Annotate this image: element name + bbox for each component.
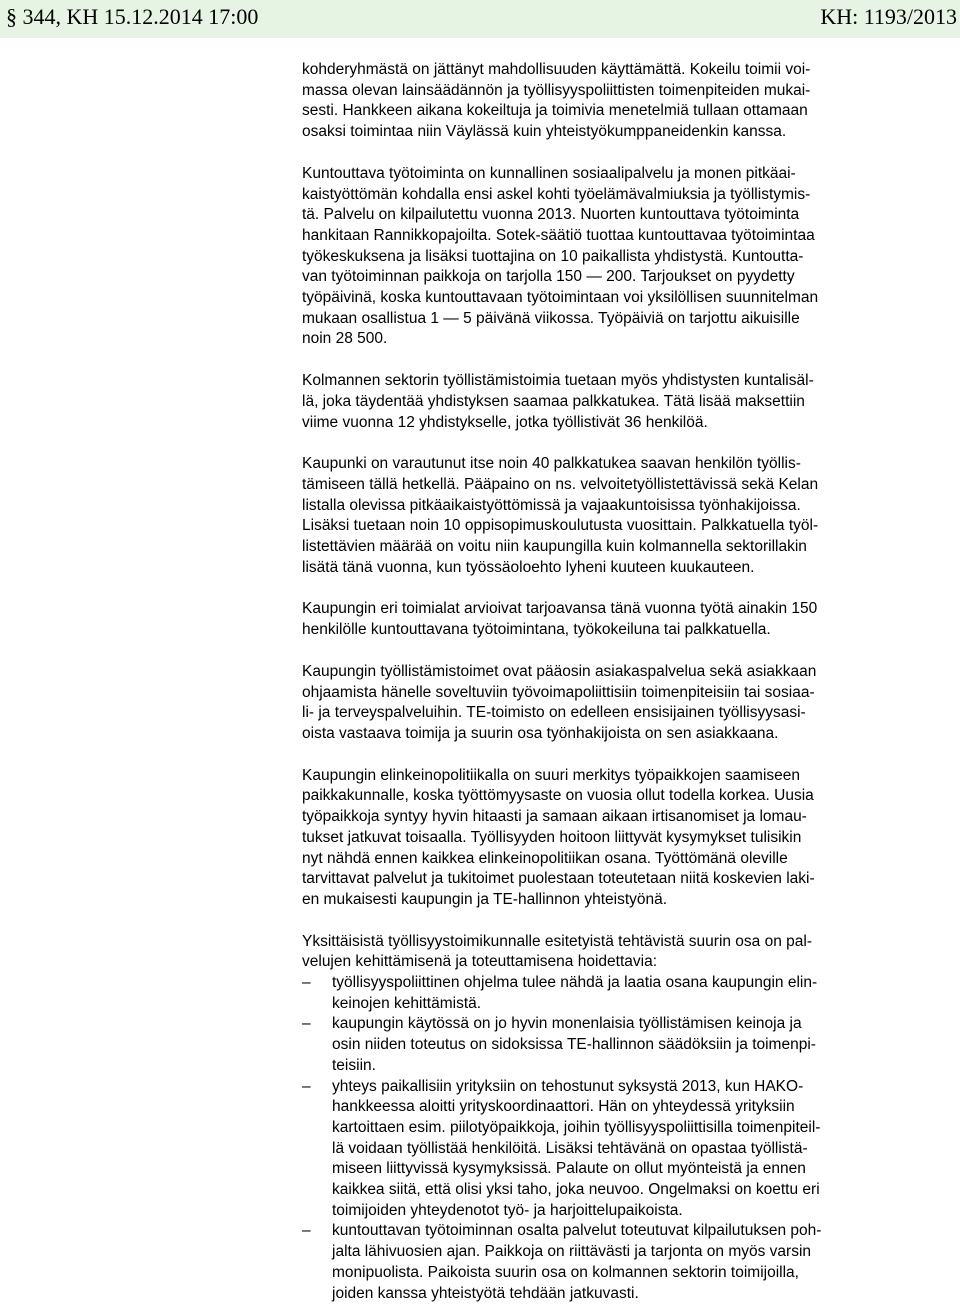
document-header <box>0 0 960 38</box>
paragraph <box>302 599 894 640</box>
list-item <box>302 1077 894 1222</box>
paragraph <box>302 164 894 350</box>
text-line: osaksi toimintaa niin Väylässä kuin yhteistyökumppaneidenkin kanssa. <box>302 123 787 141</box>
text-line: lä, joka täydentää yhdistyksen saamaa palkkatukea. Tätä lisää maksettiin <box>302 392 805 410</box>
text-line: Kaupungin elinkeinopolitiikalla on suuri merkitys työpaikkojen saamiseen <box>302 766 800 784</box>
paragraph <box>302 454 894 578</box>
list-item <box>302 1221 894 1304</box>
text-line: tukset jatkuvat toisaalla. Työllisyyden hoitoon liittyvät kysymykset tulisikin <box>302 828 802 846</box>
text-line: joiden kanssa yhteistyötä tehdään jatkuvasti. <box>332 1284 639 1302</box>
dash-bullet: – <box>302 974 311 992</box>
text-line: Kaupungin työllistämistoimet ovat pääosin asiakaspalvelua sekä asiakkaan <box>302 662 817 680</box>
text-line: lisätä tänä vuonna, kun työssäoloehto lyheni kuuteen kuukauteen. <box>302 558 755 576</box>
text-line: lä voidaan työllistää henkilöitä. Lisäksi tehtävänä on opastaa työllistä- <box>332 1139 808 1157</box>
text-line: kartoittaen esim. piilotyöpaikkoja, joihin työllisyyspoliittisilla toimenpiteil- <box>332 1118 821 1136</box>
text-line: kaupungin käytössä on jo hyvin monenlaisia työllistämisen keinoja ja <box>332 1015 802 1033</box>
text-line: viime vuonna 12 yhdistykselle, jotka työllistivät 36 henkilöä. <box>302 413 708 431</box>
text-line: työpaikkoja syntyy hyvin hitaasti ja samaan aikaan irtisanomiset ja lomau- <box>302 808 807 826</box>
document-body <box>302 60 894 1304</box>
text-line: oista vastaava toimija ja suurin osa työnhakijoista on sen asiakkaana. <box>302 724 779 742</box>
text-line: kaistyöttömän kohdalla ensi askel kohti työelämävalmiuksia ja työllistymis- <box>302 185 811 203</box>
paragraph-group <box>302 60 894 911</box>
text-line: monipuolista. Paikoista suurin osa on kolmannen sektorin toimijoilla, <box>332 1263 799 1281</box>
text-line: van työtoiminnan paikkoja on tarjolla 150 — 200. Tarjoukset on pyydetty <box>302 268 795 286</box>
task-list <box>302 973 894 1304</box>
text-line: Kaupunki on varautunut itse noin 40 palkkatukea saavan henkilön työllis- <box>302 455 801 473</box>
header-case-number: KH: 1193/2013 <box>820 4 957 29</box>
text-line: tämiseen tällä hetkellä. Pääpaino on ns. velvoitetyöllistettävissä sekä Kelan <box>302 475 819 493</box>
list-item <box>302 1014 894 1076</box>
text-line: listalla olevissa pitkäaikaistyöttömissä ja vajaakuntoisissa työnhakijoissa. <box>302 496 801 514</box>
text-line: ohjaamista hänelle soveltuviin työvoimapoliittisiin toimenpiteisiin tai sosiaa- <box>302 683 815 701</box>
text-line: Kolmannen sektorin työllistämistoimia tuetaan myös yhdistysten kuntalisäl- <box>302 372 814 390</box>
paragraph <box>302 371 894 433</box>
text-line: mukaan osallistua 1 — 5 päivänä viikossa. Työpäiviä on tarjottu aikuisille <box>302 309 800 327</box>
text-line: miseen liittyvissä kysymyksissä. Palaute on ollut myönteistä ja ennen <box>332 1160 806 1178</box>
dash-bullet: – <box>302 1077 311 1095</box>
header-section-reference: § 344, KH 15.12.2014 17:00 <box>6 4 259 29</box>
text-line: Yksittäisistä työllisyystoimikunnalle esitetyistä tehtävistä suurin osa on pal- <box>302 932 813 950</box>
text-line: paikkakunnalle, koska työttömyysaste on vuosia ollut todella korkea. Uusia <box>302 787 814 805</box>
list-item <box>302 973 894 1014</box>
text-line: sesti. Hankkeen aikana kokeiltuja ja toimivia menetelmiä tullaan ottamaan <box>302 102 808 120</box>
text-line: työllisyyspoliittinen ohjelma tulee nähdä ja laatia osana kaupungin elin- <box>332 974 818 992</box>
text-line: hankitaan Rannikkopajoilta. Sotek-säätiö tuottaa kuntouttavaa työtoimintaa <box>302 226 815 244</box>
text-line: tarvittavat palvelut ja tukitoimet puolestaan toteutetaan niitä koskevien laki- <box>302 870 815 888</box>
text-line: kohderyhmästä on jättänyt mahdollisuuden käyttämättä. Kokeilu toimii voi- <box>302 61 811 78</box>
list-introduction <box>302 932 894 973</box>
text-line: Kuntouttava työtoiminta on kunnallinen sosiaalipalvelu ja monen pitkäai- <box>302 164 796 182</box>
text-line: hankkeessa aloitti yrityskoordinaattori. Hän on yhteydessä yrityksiin <box>332 1098 795 1116</box>
text-line: yhteys paikallisiin yrityksiin on tehostunut syksystä 2013, kun HAKO- <box>332 1077 804 1095</box>
text-line: jalta lähivuosien ajan. Paikkoja on riittävästi ja tarjonta on myös varsin <box>332 1243 812 1261</box>
text-line: Lisäksi tuetaan noin 10 oppisopimuskoulutusta vuosittain. Palkkatuella työl- <box>302 517 819 535</box>
text-line: li- ja terveyspalveluihin. TE-toimisto on edelleen ensisijainen työllisyysasi- <box>302 704 806 722</box>
text-line: henkilölle kuntouttavana työtoimintana, työkokeiluna tai palkkatuella. <box>302 621 771 639</box>
text-line: toimijoiden yhteydenotot työ- ja harjoittelupaikoista. <box>332 1201 683 1219</box>
text-line: osin niiden toteutus on sidoksissa TE-hallinnon säädöksiin ja toimenpi- <box>332 1036 816 1054</box>
dash-bullet: – <box>302 1015 311 1033</box>
dash-bullet: – <box>302 1222 311 1240</box>
text-line: teisiin. <box>332 1056 376 1074</box>
text-line: nyt nähdä ennen kaikkea elinkeinopolitiikan osana. Työttömänä oleville <box>302 849 788 867</box>
text-line: noin 28 500. <box>302 330 388 348</box>
text-line: kaikkea siitä, että olisi yksi taho, joka neuvoo. Ongelmaksi on koettu eri <box>332 1181 820 1199</box>
text-line: keinojen kehittämistä. <box>332 994 482 1012</box>
text-line: Kaupungin eri toimialat arvioivat tarjoavansa tänä vuonna työtä ainakin 150 <box>302 600 818 618</box>
text-line: velujen kehittämisenä ja toteuttamisena hoidettavia: <box>302 953 657 971</box>
text-line: työkeskuksena ja lisäksi tuottajina on 10 paikallista yhdistystä. Kuntoutta- <box>302 247 804 265</box>
text-line: en mukaisesti kaupungin ja TE-hallinnon yhteistyönä. <box>302 890 668 908</box>
text-line: kuntouttavan työtoiminnan osalta palvelut toteutuvat kilpailutuksen poh- <box>332 1222 822 1240</box>
text-line: työpäivinä, koska kuntouttavaan työtoimintaan voi yksilöllisen suunnitelman <box>302 289 819 307</box>
paragraph <box>302 766 894 911</box>
paragraph <box>302 60 894 143</box>
text-line: listettävien määrää on voitu niin kaupungilla kuin kolmannella sektorillakin <box>302 538 807 556</box>
paragraph <box>302 662 894 745</box>
text-line: tä. Palvelu on kilpailutettu vuonna 2013. Nuorten kuntouttava työtoiminta <box>302 206 800 224</box>
text-line: massa olevan lainsäädännön ja työllisyyspoliittisten toimenpiteiden mukai- <box>302 81 811 99</box>
